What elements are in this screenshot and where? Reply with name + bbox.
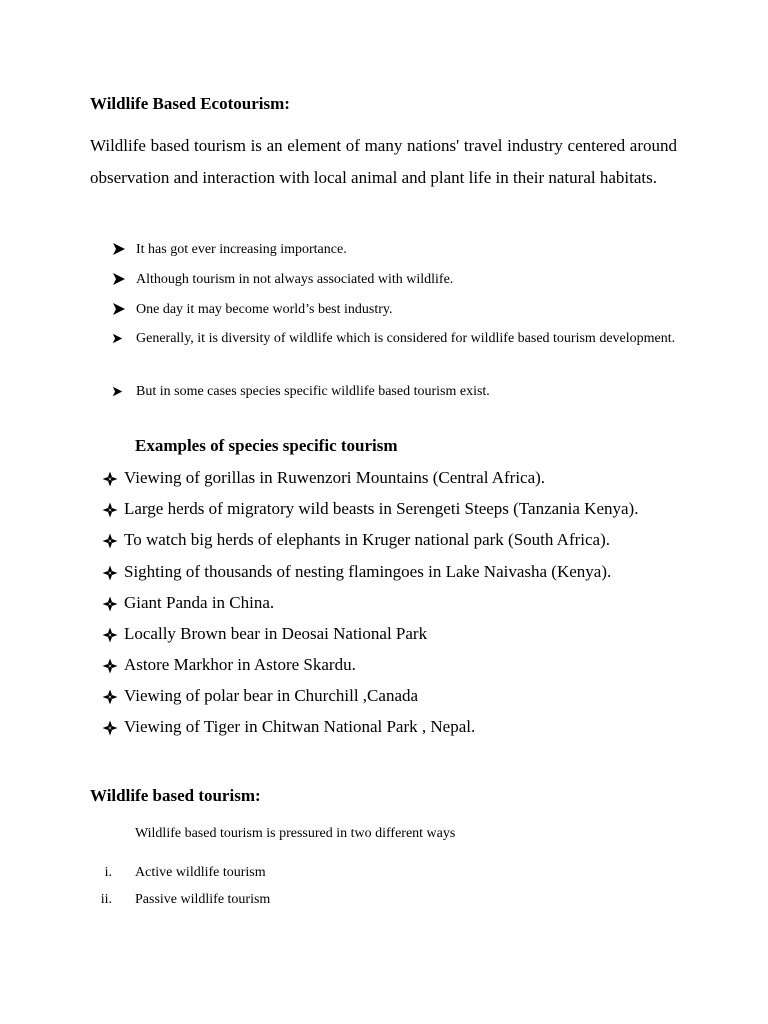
diamond-bullet-icon [102,471,120,487]
list-item-text: Astore Markhor in Astore Skardu. [124,655,356,674]
bullet-text: Generally, it is diversity of wildlife which is considered for wildlife based tourism development. [136,331,676,346]
list-item [102,716,475,738]
bullet-item [112,236,677,263]
bullet-text: One day it may become world’s best industry. [136,302,393,317]
diamond-bullet-icon [102,627,120,643]
list-item [102,654,356,676]
item-text: Active wildlife tourism [135,865,266,880]
list-item [102,685,418,707]
list-item [102,529,610,551]
section-heading-wildlife-based-tourism: Wildlife based tourism: [90,786,261,805]
bullet-text: But in some cases species specific wildlife based tourism exist. [136,384,490,399]
intro-paragraph: Wildlife based tourism is an element of many nations' travel industry centered around observation and interaction with local animal and plant life in their natural habitats. [90,136,677,187]
list-item [102,561,611,583]
arrow-bullet-icon [112,266,132,286]
list-item-text: Giant Panda in China. [124,593,275,612]
diamond-bullet-icon [102,565,120,581]
arrow-bullet-icon [112,378,132,397]
arrow-bullet-icon [112,325,132,344]
arrow-bullet-icon [112,236,132,256]
list-item-text: Large herds of migratory wild beasts in Serengeti Steeps (Tanzania Kenya). [124,499,639,518]
diamond-bullet-icon [102,596,120,612]
bullet-text: It has got ever increasing importance. [136,242,347,257]
diamond-bullet-icon [102,689,120,705]
section-heading-wildlife-based-ecotourism: Wildlife Based Ecotourism: [90,94,290,113]
list-item [102,592,274,614]
list-item-text: Viewing of gorillas in Ruwenzori Mountains (Central Africa). [124,468,546,487]
diamond-bullet-icon [102,533,120,549]
list-item-text: Sighting of thousands of nesting flamingoes in Lake Naivasha (Kenya). [124,562,612,581]
diamond-bullet-icon [102,720,120,736]
item-number: ii. [100,892,112,907]
item-text: Passive wildlife tourism [135,892,271,907]
bullet-item [112,296,677,323]
arrow-bullet-icon [112,296,132,316]
bullet-text: Although tourism in not always associated with wildlife. [136,272,454,287]
list-item [102,623,427,645]
item-number: i. [104,865,112,880]
bullet-item [112,378,677,405]
list-item-text: Viewing of Tiger in Chitwan National Park , Nepal. [124,717,476,736]
diamond-bullet-icon [102,502,120,518]
types-intro-paragraph: Wildlife based tourism is pressured in two different ways [135,826,456,841]
list-item [102,467,545,489]
list-item-text: Viewing of polar bear in Churchill ,Canada [124,686,419,705]
list-item [102,498,638,520]
diamond-bullet-icon [102,658,120,674]
list-item-text: To watch big herds of elephants in Kruger national park (South Africa). [124,530,611,549]
section-heading-examples: Examples of species specific tourism [135,436,398,455]
bullet-item [112,266,677,293]
bullet-item [112,325,677,352]
list-item-text: Locally Brown bear in Deosai National Park [124,624,428,643]
